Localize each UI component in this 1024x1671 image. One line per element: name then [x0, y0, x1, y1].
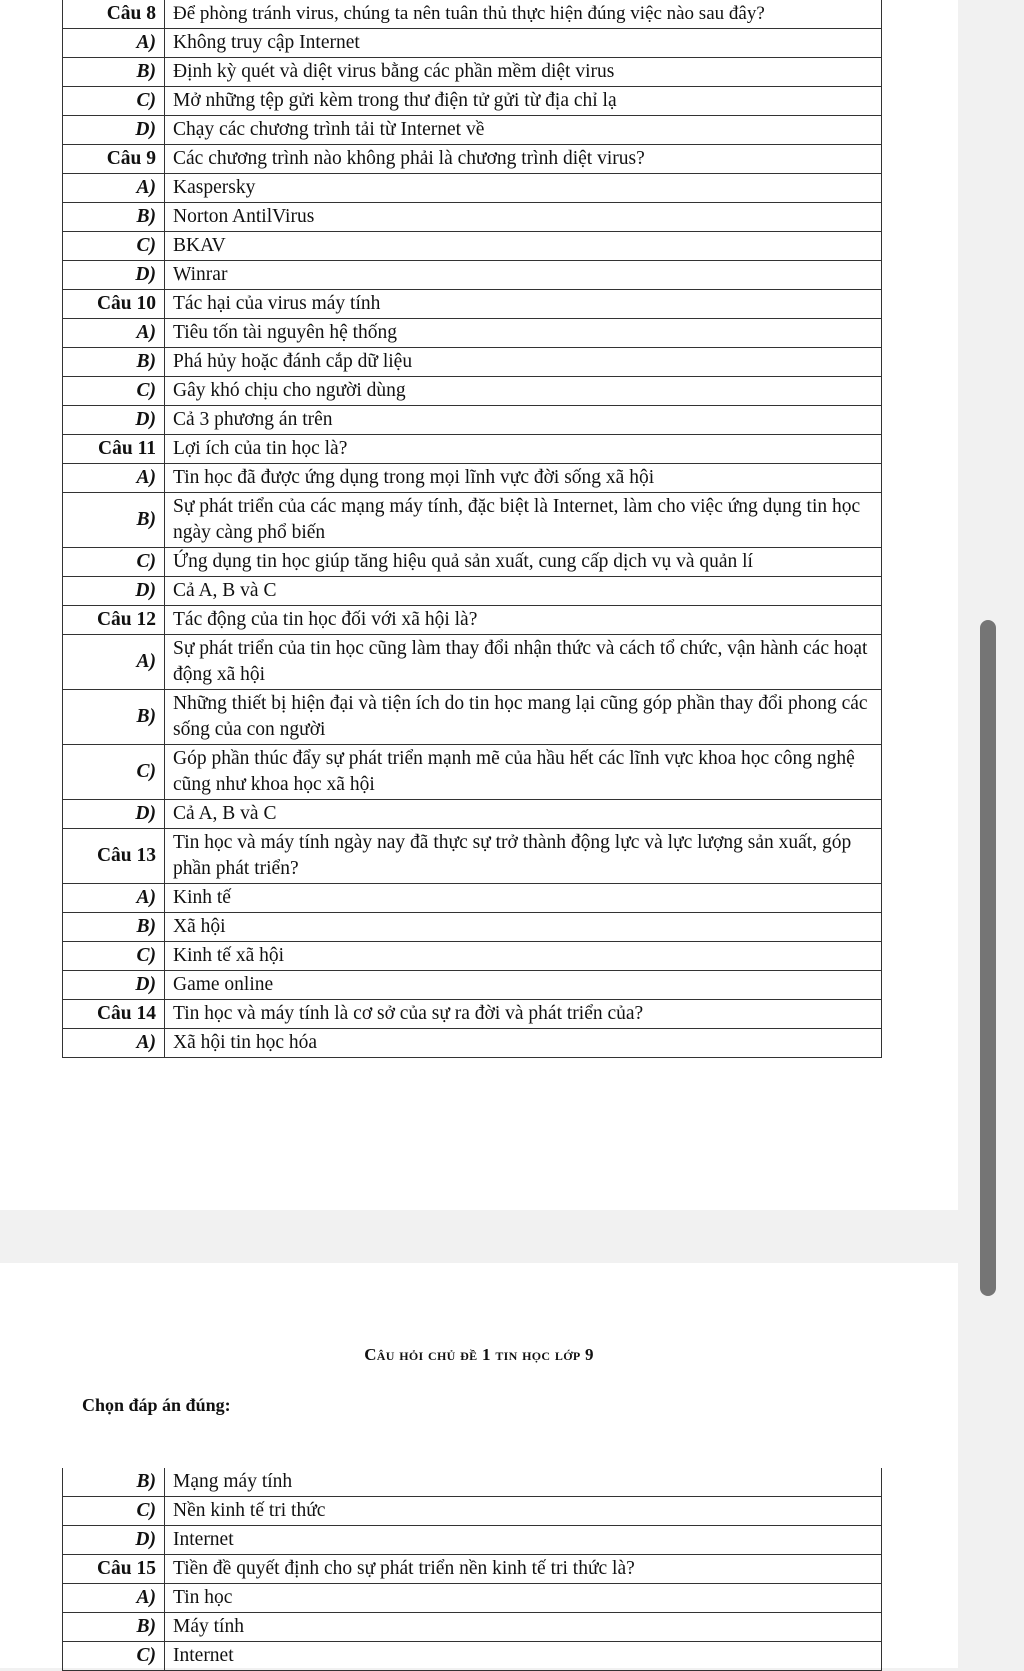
answer-row — [63, 1642, 882, 1671]
answer-row — [63, 116, 882, 145]
question-row — [63, 0, 882, 29]
answer-letter: A) — [63, 464, 165, 493]
answer-letter: B) — [63, 1468, 165, 1497]
answer-letter: D) — [63, 1526, 165, 1555]
answer-letter: C) — [63, 745, 165, 800]
answer-text: Cả 3 phương án trên — [165, 406, 882, 435]
answer-text: Chạy các chương trình tải từ Internet về — [165, 116, 882, 145]
answer-letter: C) — [63, 377, 165, 406]
answer-row — [63, 377, 882, 406]
question-number: Câu 14 — [63, 1000, 165, 1029]
question-table-1 — [62, 0, 882, 1058]
answer-text: Phá hủy hoặc đánh cắp dữ liệu — [165, 348, 882, 377]
answer-text: Sự phát triển của các mạng máy tính, đặc biệt là Internet, làm cho việc ứng dụng tin học ngày càng phổ biến — [165, 493, 882, 548]
answer-text: Không truy cập Internet — [165, 29, 882, 58]
answer-row — [63, 174, 882, 203]
answer-row — [63, 942, 882, 971]
answer-row — [63, 1468, 882, 1497]
answer-text: Gây khó chịu cho người dùng — [165, 377, 882, 406]
answer-text: Ứng dụng tin học giúp tăng hiệu quả sản xuất, cung cấp dịch vụ và quản lí — [165, 548, 882, 577]
answer-letter: C) — [63, 1642, 165, 1671]
question-table-body — [63, 1468, 882, 1671]
answer-letter: A) — [63, 1029, 165, 1058]
question-row — [63, 1555, 882, 1584]
answer-row — [63, 1613, 882, 1642]
question-table-body — [63, 0, 882, 1058]
answer-letter: A) — [63, 1584, 165, 1613]
question-number: Câu 13 — [63, 829, 165, 884]
answer-letter: C) — [63, 942, 165, 971]
question-table-2 — [62, 1468, 882, 1671]
answer-letter: B) — [63, 690, 165, 745]
answer-text: Định kỳ quét và diệt virus bằng các phần mềm diệt virus — [165, 58, 882, 87]
answer-text: Cả A, B và C — [165, 577, 882, 606]
question-row — [63, 829, 882, 884]
answer-letter: C) — [63, 232, 165, 261]
answer-text: Mở những tệp gửi kèm trong thư điện tử gửi từ địa chỉ lạ — [165, 87, 882, 116]
answer-letter: A) — [63, 29, 165, 58]
answer-letter: B) — [63, 203, 165, 232]
question-number: Câu 12 — [63, 606, 165, 635]
answer-text: Tin học đã được ứng dụng trong mọi lĩnh vực đời sống xã hội — [165, 464, 882, 493]
question-number: Câu 11 — [63, 435, 165, 464]
answer-text: Internet — [165, 1642, 882, 1671]
answer-text: Tiêu tốn tài nguyên hệ thống — [165, 319, 882, 348]
answer-text: Góp phần thúc đẩy sự phát triển mạnh mẽ của hầu hết các lĩnh vực khoa học công nghệ cũng như khoa học xã hội — [165, 745, 882, 800]
answer-letter: A) — [63, 884, 165, 913]
answer-text: Những thiết bị hiện đại và tiện ích do tin học mang lại cũng góp phần thay đổi phong các sống của con người — [165, 690, 882, 745]
answer-letter: A) — [63, 319, 165, 348]
answer-row — [63, 348, 882, 377]
answer-text: Norton AntilVirus — [165, 203, 882, 232]
question-text: Các chương trình nào không phải là chương trình diệt virus? — [165, 145, 882, 174]
answer-row — [63, 1029, 882, 1058]
answer-row — [63, 971, 882, 1000]
answer-row — [63, 800, 882, 829]
answer-letter: D) — [63, 116, 165, 145]
answer-row — [63, 1526, 882, 1555]
answer-letter: C) — [63, 548, 165, 577]
answer-letter: D) — [63, 577, 165, 606]
answer-text: Máy tính — [165, 1613, 882, 1642]
answer-letter: B) — [63, 493, 165, 548]
answer-text: Kinh tế — [165, 884, 882, 913]
answer-row — [63, 464, 882, 493]
answer-text: Kinh tế xã hội — [165, 942, 882, 971]
answer-letter: D) — [63, 261, 165, 290]
answer-row — [63, 1584, 882, 1613]
answer-letter: A) — [63, 635, 165, 690]
answer-letter: B) — [63, 58, 165, 87]
answer-text: Cả A, B và C — [165, 800, 882, 829]
answer-letter: D) — [63, 406, 165, 435]
answer-text: Nền kinh tế tri thức — [165, 1497, 882, 1526]
answer-letter: B) — [63, 1613, 165, 1642]
question-text: Tiền đề quyết định cho sự phát triển nền kinh tế tri thức là? — [165, 1555, 882, 1584]
answer-letter: A) — [63, 174, 165, 203]
question-row — [63, 435, 882, 464]
answer-text: BKAV — [165, 232, 882, 261]
question-row — [63, 290, 882, 319]
answer-letter: B) — [63, 913, 165, 942]
answer-row — [63, 203, 882, 232]
question-text: Tác động của tin học đối với xã hội là? — [165, 606, 882, 635]
answer-row — [63, 232, 882, 261]
answer-text: Internet — [165, 1526, 882, 1555]
answer-row — [63, 87, 882, 116]
answer-row — [63, 58, 882, 87]
question-row — [63, 145, 882, 174]
answer-text: Xã hội tin học hóa — [165, 1029, 882, 1058]
instruction-text: Chọn đáp án đúng: — [82, 1395, 231, 1415]
answer-text: Winrar — [165, 261, 882, 290]
answer-row — [63, 406, 882, 435]
answer-text: Tin học — [165, 1584, 882, 1613]
answer-text: Mạng máy tính — [165, 1468, 882, 1497]
answer-row — [63, 577, 882, 606]
page-title: Câu hỏi chủ đề 1 tin học lớp 9 — [364, 1345, 594, 1364]
answer-text: Kaspersky — [165, 174, 882, 203]
answer-letter: C) — [63, 87, 165, 116]
answer-row — [63, 745, 882, 800]
answer-row — [63, 635, 882, 690]
answer-letter: D) — [63, 971, 165, 1000]
answer-text: Sự phát triển của tin học cũng làm thay đổi nhận thức và cách tổ chức, vận hành các hoạt động xã hội — [165, 635, 882, 690]
answer-letter: B) — [63, 348, 165, 377]
answer-row — [63, 319, 882, 348]
question-text: Để phòng tránh virus, chúng ta nên tuân thủ thực hiện đúng việc nào sau đây? — [165, 0, 882, 29]
question-number: Câu 8 — [63, 0, 165, 29]
answer-letter: C) — [63, 1497, 165, 1526]
document-page-2 — [0, 1263, 958, 1668]
question-text: Tin học và máy tính là cơ sở của sự ra đời và phát triển của? — [165, 1000, 882, 1029]
answer-text: Game online — [165, 971, 882, 1000]
question-row — [63, 1000, 882, 1029]
answer-row — [63, 884, 882, 913]
scrollbar-thumb[interactable] — [980, 620, 996, 1296]
answer-row — [63, 913, 882, 942]
question-number: Câu 15 — [63, 1555, 165, 1584]
answer-row — [63, 493, 882, 548]
answer-row — [63, 261, 882, 290]
question-row — [63, 606, 882, 635]
answer-row — [63, 1497, 882, 1526]
question-number: Câu 10 — [63, 290, 165, 319]
question-text: Tác hại của virus máy tính — [165, 290, 882, 319]
answer-row — [63, 690, 882, 745]
question-number: Câu 9 — [63, 145, 165, 174]
answer-row — [63, 29, 882, 58]
answer-letter: D) — [63, 800, 165, 829]
question-text: Lợi ích của tin học là? — [165, 435, 882, 464]
question-text: Tin học và máy tính ngày nay đã thực sự trở thành động lực và lực lượng sản xuất, góp phần phát triển? — [165, 829, 882, 884]
answer-text: Xã hội — [165, 913, 882, 942]
answer-row — [63, 548, 882, 577]
